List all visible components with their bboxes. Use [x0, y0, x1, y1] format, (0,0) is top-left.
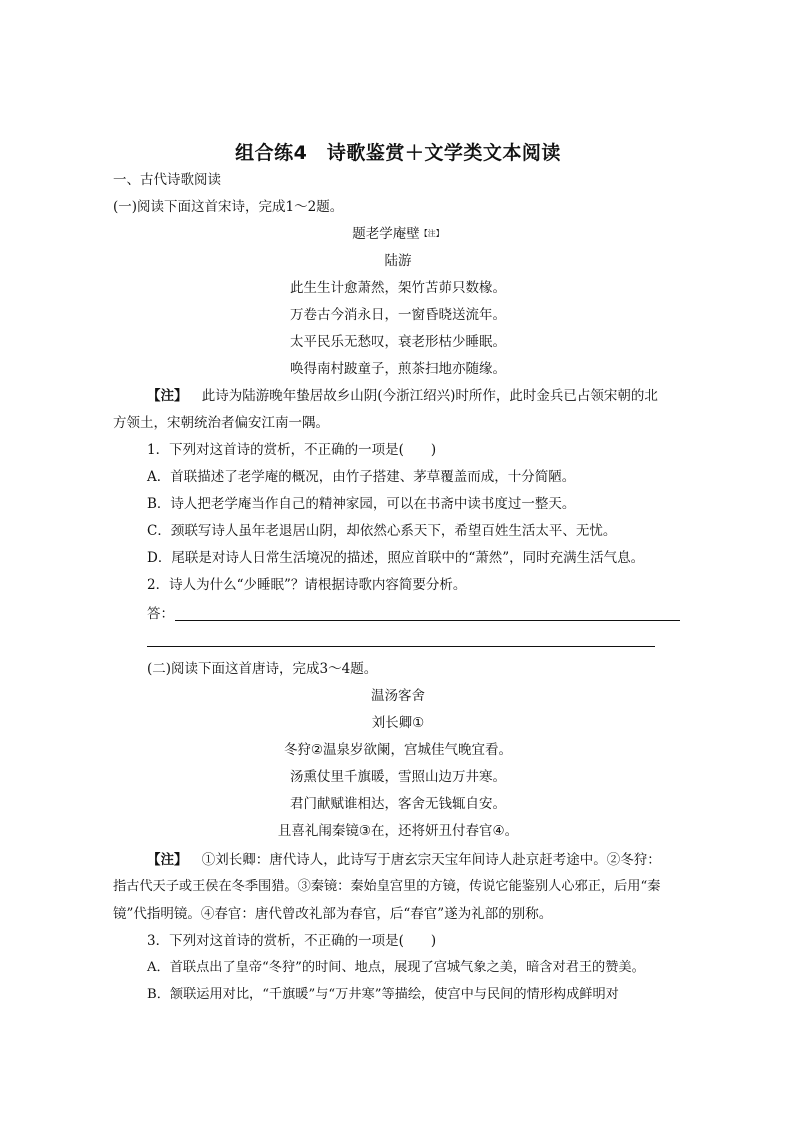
q1-option-a: A．首联描述了老学庵的概况，由竹子搭建、茅草覆盖而成，十分简陋。: [147, 469, 576, 485]
poem2-note: 【注】 ①刘长卿：唐代诗人，此诗写于唐玄宗天宝年间诗人赴京赶考途中。②冬狩：: [147, 852, 661, 868]
poem2-title: 温汤客舍: [371, 688, 425, 704]
answer-line[interactable]: [147, 646, 655, 647]
poem2-line: 君门献赋谁相达，客舍无钱辄自安。: [290, 796, 506, 812]
q1-option-d: D．尾联是对诗人日常生活境况的描述，照应首联中的“萧然”，同时充满生活气息。: [147, 550, 645, 566]
poem1-author: 陆游: [384, 253, 412, 269]
poem1-line: 万卷古今消永日，一窗昏晓送流年。: [290, 307, 506, 323]
note-label: 【注】: [147, 388, 188, 404]
poem2-author: 刘长卿①: [371, 715, 425, 731]
poem1-note: 【注】 此诗为陆游晚年蛰居故乡山阴(今浙江绍兴)时所作，此时金兵已占领宋朝的北: [147, 388, 658, 404]
poem1-note-cont: 方领土，宋朝统治者偏安江南一隅。: [113, 415, 329, 431]
q1-option-c: C．颈联写诗人虽年老退居山阴，却依然心系天下，希望百姓生活太平、无忧。: [147, 523, 617, 539]
poem1-line: 此生生计愈萧然，架竹苫茆只数椽。: [290, 280, 506, 296]
poem2-note-cont: 镜”代指明镜。④春官：唐代曾改礼部为春官，后“春官”遂为礼部的别称。: [113, 906, 553, 922]
poem1-line: 太平民乐无愁叹，衰老形枯少睡眠。: [290, 334, 506, 350]
answer-line[interactable]: [175, 620, 680, 621]
poem2-note-cont: 指古代天子或王侯在冬季围猎。③秦镜：秦始皇宫里的方镜，传说它能鉴别人心邪正，后用“秦: [113, 879, 661, 894]
part1-intro: (一)阅读下面这首宋诗，完成1～2题。: [113, 199, 344, 215]
question-2: 2．诗人为什么“少睡眠”？请根据诗歌内容简要分析。: [147, 577, 467, 593]
poem1-title: 题老学庵壁$^{【注】}$: [352, 226, 444, 242]
section-heading: 一、古代诗歌阅读: [113, 172, 221, 188]
question-3: 3．下列对这首诗的赏析，不正确的一项是( ): [147, 933, 437, 949]
note-label: 【注】: [147, 852, 188, 868]
part2-intro: (二)阅读下面这首唐诗，完成3～4题。: [147, 661, 378, 677]
poem2-line: 汤熏仗里千旗暖，雪照山边万井寒。: [290, 769, 506, 785]
q3-option-a: A．首联点出了皇帝“冬狩”的时间、地点，展现了宫城气象之美，暗含对君王的赞美。: [147, 960, 645, 975]
q3-option-b: B．颔联运用对比，“千旗暖”与“万井寒”等描绘，使宫中与民间的情形构成鲜明对: [147, 987, 619, 1002]
poem2-line: 且喜礼闱秦镜③在，还将妍丑付春官④。: [277, 823, 519, 839]
poem2-line: 冬狩②温泉岁欲阑，宫城佳气晚宜看。: [283, 742, 513, 758]
poem1-line: 唤得南村跛童子，煎茶扫地亦随缘。: [290, 361, 506, 377]
answer-label: 答：: [147, 606, 174, 622]
page-title: 组合练4 诗歌鉴赏＋文学类文本阅读: [235, 142, 561, 164]
poem1-title-note: 【注】: [419, 229, 444, 238]
q1-option-b: B．诗人把老学庵当作自己的精神家园，可以在书斋中读书度过一整天。: [147, 496, 576, 512]
question-1: 1．下列对这首诗的赏析，不正确的一项是( ): [147, 442, 437, 458]
